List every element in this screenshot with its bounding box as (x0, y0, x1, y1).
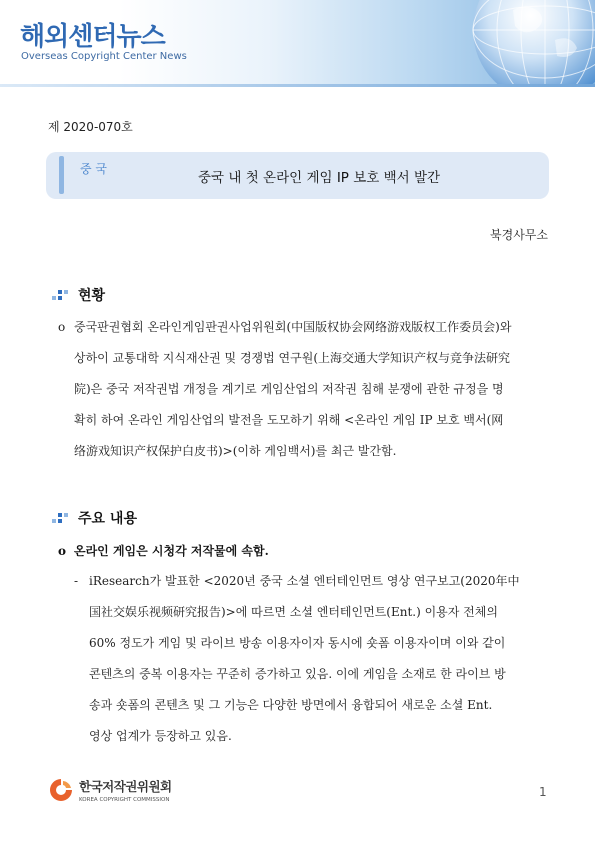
main-point: ο 온라인 게임은 시청각 저작물에 속함. (58, 544, 269, 558)
bullet-icon: ο (58, 320, 66, 334)
article-title: 중국 내 첫 온라인 게임 IP 보호 백서 발간 (198, 170, 441, 186)
dash-bullet: - (74, 574, 79, 588)
header-banner (0, 0, 595, 84)
bullet-icon: ο (58, 544, 67, 558)
paragraph-line: 확히 하여 온라인 게임산업의 발전을 도모하기 위해 <온라인 게임 IP 보호 백서(网 (74, 413, 504, 427)
footer-logo (47, 777, 172, 803)
paragraph-line: 60% 정도가 게임 및 라이브 방송 이용자이자 동시에 숏폼 이용자이며 이와 같이 (89, 636, 506, 650)
footer-org-name: 한국저작권위원회 (79, 779, 172, 794)
header-divider (0, 84, 595, 87)
issue-number: 제 2020-070호 (48, 120, 133, 134)
page-number: 1 (539, 785, 547, 799)
paragraph-line: 상하이 교통대학 지식재산권 및 경쟁법 연구원(上海交通大学知识产权与竞争法研究 (74, 351, 511, 365)
paragraph-line: 国社交娱乐视频研究报告)>에 따르면 소셜 엔터테인먼트(Ent.) 이용자 전체의 (89, 605, 498, 619)
detail-paragraph (74, 566, 550, 752)
paragraph-line: 络游戏知识产权保护白皮书)>(이하 게임백서)를 최근 발간함. (74, 444, 397, 458)
section-heading-main (52, 508, 137, 528)
globe-icon (395, 0, 595, 84)
paragraph-line: ο 중국판권협회 온라인게임판권사업위원회(中国版权协会网络游戏版权工作委员会)와 (58, 312, 550, 343)
paragraph-line: 송과 숏폼의 콘텐츠 및 그 기능은 다양한 방면에서 융합되어 새로운 소셜 Ent. (89, 698, 493, 712)
section-title: 주요 내용 (78, 511, 137, 527)
office-label: 북경사무소 (490, 228, 548, 242)
footer-org-name-en: KOREA COPYRIGHT COMMISSION (79, 797, 170, 803)
header-subtitle: Overseas Copyright Center News (21, 51, 187, 62)
section-heading-status (52, 285, 105, 305)
title-accent-bar (59, 156, 64, 194)
title-box (46, 152, 549, 199)
country-label: 중 국 (80, 162, 107, 176)
paragraph-line: - iResearch가 발표한 <2020년 중국 소셜 엔터테인먼트 영상 연구보고(2020年中 (74, 566, 550, 597)
section-squares-icon (52, 511, 68, 525)
commission-logo-icon (47, 777, 75, 803)
status-paragraph (58, 312, 550, 467)
section-title: 현황 (78, 288, 106, 304)
header-title: 해외센터뉴스 (20, 22, 165, 52)
paragraph-line: 콘텐츠의 중복 이용자는 꾸준히 증가하고 있음. 이에 게임을 소재로 한 라이브 방 (89, 667, 506, 681)
paragraph-line: 院)은 중국 저작권법 개정을 계기로 게임산업의 저작권 침해 분쟁에 관한 규정을 명 (74, 382, 504, 396)
paragraph-line: 영상 업계가 등장하고 있음. (89, 729, 232, 743)
section-squares-icon (52, 288, 68, 302)
